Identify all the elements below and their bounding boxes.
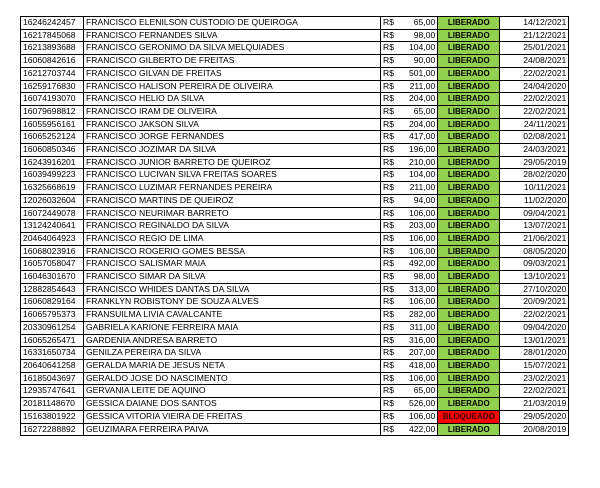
cell-currency: R$ — [381, 93, 408, 106]
table-row — [21, 410, 569, 423]
table-row — [21, 398, 569, 411]
cell-name: FRANCISCO MARTINS DE QUEIROZ — [84, 194, 381, 207]
cell-date: 22/02/2021 — [500, 93, 569, 106]
cell-currency: R$ — [381, 296, 408, 309]
table-row — [21, 245, 569, 258]
cell-date: 08/05/2020 — [500, 245, 569, 258]
cell-currency: R$ — [381, 283, 408, 296]
cell-amount: 65,00 — [407, 385, 438, 398]
cell-id: 16185043697 — [21, 372, 84, 385]
cell-name: FRANCISCO GILVAN DE FREITAS — [84, 67, 381, 80]
cell-amount: 106,00 — [407, 245, 438, 258]
cell-amount: 203,00 — [407, 220, 438, 233]
cell-amount: 210,00 — [407, 156, 438, 169]
cell-id: 16060829164 — [21, 296, 84, 309]
cell-id: 16246242457 — [21, 17, 84, 30]
cell-amount: 526,00 — [407, 398, 438, 411]
cell-name: GERALDO JOSE DO NASCIMENTO — [84, 372, 381, 385]
cell-id: 16068023916 — [21, 245, 84, 258]
cell-date: 24/11/2021 — [500, 118, 569, 131]
table-row — [21, 67, 569, 80]
cell-currency: R$ — [381, 131, 408, 144]
cell-status: LIBERADO — [438, 67, 500, 80]
cell-date: 13/07/2021 — [500, 220, 569, 233]
cell-currency: R$ — [381, 42, 408, 55]
cell-name: FRANCISCO JORGE FERNANDES — [84, 131, 381, 144]
cell-date: 24/08/2021 — [500, 55, 569, 68]
table-row — [21, 271, 569, 284]
table-row — [21, 423, 569, 436]
table-row — [21, 144, 569, 157]
cell-currency: R$ — [381, 17, 408, 30]
cell-amount: 282,00 — [407, 309, 438, 322]
cell-currency: R$ — [381, 55, 408, 68]
cell-date: 20/09/2021 — [500, 296, 569, 309]
cell-amount: 501,00 — [407, 67, 438, 80]
cell-id: 16065265471 — [21, 334, 84, 347]
cell-currency: R$ — [381, 118, 408, 131]
cell-status: LIBERADO — [438, 296, 500, 309]
cell-status: LIBERADO — [438, 131, 500, 144]
cell-status: BLOQUEADO — [438, 410, 500, 423]
cell-amount: 106,00 — [407, 372, 438, 385]
cell-date: 15/07/2021 — [500, 359, 569, 372]
cell-status: LIBERADO — [438, 156, 500, 169]
cell-amount: 65,00 — [407, 105, 438, 118]
cell-amount: 106,00 — [407, 207, 438, 220]
cell-currency: R$ — [381, 194, 408, 207]
table-row — [21, 169, 569, 182]
table-row — [21, 372, 569, 385]
cell-amount: 98,00 — [407, 271, 438, 284]
cell-id: 16055956161 — [21, 118, 84, 131]
cell-status: LIBERADO — [438, 105, 500, 118]
cell-date: 28/02/2020 — [500, 169, 569, 182]
beneficiary-table — [20, 16, 569, 436]
cell-amount: 106,00 — [407, 296, 438, 309]
cell-id: 20464064923 — [21, 232, 84, 245]
table-row — [21, 220, 569, 233]
cell-name: FRANCISCO SIMAR DA SILVA — [84, 271, 381, 284]
cell-name: FRANCISCO JUNIOR BARRETO DE QUEIROZ — [84, 156, 381, 169]
cell-currency: R$ — [381, 67, 408, 80]
cell-name: GESSICA DAIANE DOS SANTOS — [84, 398, 381, 411]
cell-currency: R$ — [381, 347, 408, 360]
cell-name: GEUZIMARA FERREIRA PAIVA — [84, 423, 381, 436]
table-row — [21, 232, 569, 245]
cell-amount: 417,00 — [407, 131, 438, 144]
cell-status: LIBERADO — [438, 207, 500, 220]
cell-date: 21/12/2021 — [500, 29, 569, 42]
cell-date: 02/08/2021 — [500, 131, 569, 144]
table-row — [21, 334, 569, 347]
cell-date: 25/01/2021 — [500, 42, 569, 55]
cell-status: LIBERADO — [438, 359, 500, 372]
cell-currency: R$ — [381, 372, 408, 385]
cell-currency: R$ — [381, 245, 408, 258]
cell-name: FRANCISCO WHIDES DANTAS DA SILVA — [84, 283, 381, 296]
cell-name: FRANCISCO HELIO DA SILVA — [84, 93, 381, 106]
cell-name: FRANCISCO LUCIVAN SILVA FREITAS SOARES — [84, 169, 381, 182]
cell-amount: 207,00 — [407, 347, 438, 360]
table-row — [21, 80, 569, 93]
cell-amount: 98,00 — [407, 29, 438, 42]
cell-date: 11/02/2020 — [500, 194, 569, 207]
cell-name: FRANCISCO REGIO DE LIMA — [84, 232, 381, 245]
cell-date: 20/08/2019 — [500, 423, 569, 436]
table-row — [21, 29, 569, 42]
cell-date: 22/02/2021 — [500, 385, 569, 398]
cell-status: LIBERADO — [438, 283, 500, 296]
cell-amount: 311,00 — [407, 321, 438, 334]
cell-id: 13124240641 — [21, 220, 84, 233]
cell-name: GERVANIA LEITE DE AQUINO — [84, 385, 381, 398]
cell-amount: 196,00 — [407, 144, 438, 157]
cell-status: LIBERADO — [438, 55, 500, 68]
cell-amount: 211,00 — [407, 80, 438, 93]
cell-id: 20640641258 — [21, 359, 84, 372]
cell-id: 20181148670 — [21, 398, 84, 411]
cell-name: FRANCISCO FERNANDES SILVA — [84, 29, 381, 42]
cell-amount: 104,00 — [407, 169, 438, 182]
table-row — [21, 283, 569, 296]
table-body — [21, 17, 569, 436]
cell-status: LIBERADO — [438, 385, 500, 398]
table-row — [21, 182, 569, 195]
cell-name: FRANCISCO JAKSON SILVA — [84, 118, 381, 131]
cell-id: 16074193070 — [21, 93, 84, 106]
cell-date: 24/03/2021 — [500, 144, 569, 157]
table-row — [21, 156, 569, 169]
cell-id: 12935747641 — [21, 385, 84, 398]
cell-currency: R$ — [381, 334, 408, 347]
cell-currency: R$ — [381, 258, 408, 271]
cell-id: 16212703744 — [21, 67, 84, 80]
cell-name: FRANKLYN ROBISTONY DE SOUZA ALVES — [84, 296, 381, 309]
cell-id: 16060850346 — [21, 144, 84, 157]
table-row — [21, 296, 569, 309]
cell-date: 22/02/2021 — [500, 105, 569, 118]
table-row — [21, 321, 569, 334]
cell-id: 16065252124 — [21, 131, 84, 144]
cell-currency: R$ — [381, 423, 408, 436]
cell-currency: R$ — [381, 410, 408, 423]
cell-name: FRANCISCO GILBERTO DE FREITAS — [84, 55, 381, 68]
cell-id: 12026032604 — [21, 194, 84, 207]
cell-id: 16072449078 — [21, 207, 84, 220]
table-row — [21, 131, 569, 144]
cell-date: 23/02/2021 — [500, 372, 569, 385]
table-row — [21, 17, 569, 30]
cell-id: 15163801922 — [21, 410, 84, 423]
cell-currency: R$ — [381, 359, 408, 372]
cell-status: LIBERADO — [438, 271, 500, 284]
table-row — [21, 258, 569, 271]
cell-name: FRANCISCO IRAM DE OLIVEIRA — [84, 105, 381, 118]
cell-name: GERALDA MARIA DE JESUS NETA — [84, 359, 381, 372]
cell-status: LIBERADO — [438, 220, 500, 233]
cell-currency: R$ — [381, 169, 408, 182]
cell-currency: R$ — [381, 144, 408, 157]
cell-status: LIBERADO — [438, 194, 500, 207]
cell-name: FRANSUILMA LIVIA CAVALCANTE — [84, 309, 381, 322]
cell-status: LIBERADO — [438, 144, 500, 157]
cell-date: 14/12/2021 — [500, 17, 569, 30]
cell-amount: 492,00 — [407, 258, 438, 271]
cell-date: 22/02/2021 — [500, 309, 569, 322]
cell-date: 28/01/2020 — [500, 347, 569, 360]
table-row — [21, 359, 569, 372]
cell-name: GABRIELA KARIONE FERREIRA MAIA — [84, 321, 381, 334]
cell-id: 16325668619 — [21, 182, 84, 195]
cell-name: FRANCISCO JOZIMAR DA SILVA — [84, 144, 381, 157]
cell-status: LIBERADO — [438, 182, 500, 195]
cell-currency: R$ — [381, 220, 408, 233]
cell-date: 10/11/2021 — [500, 182, 569, 195]
cell-status: LIBERADO — [438, 29, 500, 42]
cell-currency: R$ — [381, 321, 408, 334]
cell-amount: 65,00 — [407, 17, 438, 30]
cell-id: 16057058047 — [21, 258, 84, 271]
cell-name: FRANCISCO NEURIMAR BARRETO — [84, 207, 381, 220]
cell-status: LIBERADO — [438, 309, 500, 322]
cell-status: LIBERADO — [438, 93, 500, 106]
cell-id: 16060842616 — [21, 55, 84, 68]
cell-currency: R$ — [381, 232, 408, 245]
cell-name: FRANCISCO LUZIMAR FERNANDES PEREIRA — [84, 182, 381, 195]
cell-status: LIBERADO — [438, 321, 500, 334]
cell-date: 09/04/2021 — [500, 207, 569, 220]
cell-currency: R$ — [381, 207, 408, 220]
cell-status: LIBERADO — [438, 372, 500, 385]
cell-amount: 106,00 — [407, 410, 438, 423]
cell-amount: 211,00 — [407, 182, 438, 195]
cell-date: 21/03/2019 — [500, 398, 569, 411]
cell-name: FRANCISCO ELENILSON CUSTODIO DE QUEIROGA — [84, 17, 381, 30]
table-row — [21, 347, 569, 360]
table-row — [21, 385, 569, 398]
cell-id: 16065795373 — [21, 309, 84, 322]
cell-name: FRANCISCO ROGERIO GOMES BESSA — [84, 245, 381, 258]
cell-currency: R$ — [381, 271, 408, 284]
cell-id: 20330961254 — [21, 321, 84, 334]
cell-id: 16243916201 — [21, 156, 84, 169]
cell-date: 13/01/2021 — [500, 334, 569, 347]
cell-id: 16217845068 — [21, 29, 84, 42]
cell-date: 29/05/2019 — [500, 156, 569, 169]
cell-status: LIBERADO — [438, 398, 500, 411]
cell-date: 22/02/2021 — [500, 67, 569, 80]
cell-id: 12882854643 — [21, 283, 84, 296]
cell-date: 09/04/2020 — [500, 321, 569, 334]
cell-date: 24/04/2020 — [500, 80, 569, 93]
cell-date: 21/06/2021 — [500, 232, 569, 245]
cell-amount: 90,00 — [407, 55, 438, 68]
cell-amount: 94,00 — [407, 194, 438, 207]
cell-status: LIBERADO — [438, 423, 500, 436]
cell-id: 16331650734 — [21, 347, 84, 360]
cell-currency: R$ — [381, 156, 408, 169]
cell-amount: 418,00 — [407, 359, 438, 372]
table-row — [21, 55, 569, 68]
cell-status: LIBERADO — [438, 258, 500, 271]
cell-currency: R$ — [381, 105, 408, 118]
table-row — [21, 309, 569, 322]
cell-amount: 204,00 — [407, 93, 438, 106]
cell-name: GARDENIA ANDRESA BARRETO — [84, 334, 381, 347]
table-row — [21, 118, 569, 131]
cell-currency: R$ — [381, 182, 408, 195]
cell-currency: R$ — [381, 80, 408, 93]
cell-amount: 422,00 — [407, 423, 438, 436]
cell-id: 16079698812 — [21, 105, 84, 118]
cell-currency: R$ — [381, 309, 408, 322]
cell-id: 16213893688 — [21, 42, 84, 55]
cell-amount: 204,00 — [407, 118, 438, 131]
cell-status: LIBERADO — [438, 232, 500, 245]
cell-amount: 316,00 — [407, 334, 438, 347]
cell-name: FRANCISCO GERONIMO DA SILVA MELQUIADES — [84, 42, 381, 55]
cell-name: GESSICA VITORIA VIEIRA DE FREITAS — [84, 410, 381, 423]
cell-currency: R$ — [381, 398, 408, 411]
table-row — [21, 93, 569, 106]
cell-name: FRANCISCO SALISMAR MAIA — [84, 258, 381, 271]
cell-amount: 104,00 — [407, 42, 438, 55]
cell-currency: R$ — [381, 385, 408, 398]
cell-date: 09/03/2021 — [500, 258, 569, 271]
cell-id: 16272288892 — [21, 423, 84, 436]
cell-status: LIBERADO — [438, 347, 500, 360]
cell-status: LIBERADO — [438, 80, 500, 93]
cell-id: 16259176830 — [21, 80, 84, 93]
cell-name: FRANCISCO REGINALDO DA SILVA — [84, 220, 381, 233]
cell-date: 13/10/2021 — [500, 271, 569, 284]
cell-name: FRANCISCO HALISON PEREIRA DE OLIVEIRA — [84, 80, 381, 93]
table-row — [21, 207, 569, 220]
cell-id: 16039499223 — [21, 169, 84, 182]
table-row — [21, 194, 569, 207]
table-row — [21, 105, 569, 118]
cell-status: LIBERADO — [438, 118, 500, 131]
cell-date: 27/10/2020 — [500, 283, 569, 296]
cell-status: LIBERADO — [438, 17, 500, 30]
cell-status: LIBERADO — [438, 42, 500, 55]
table-row — [21, 42, 569, 55]
cell-status: LIBERADO — [438, 169, 500, 182]
cell-id: 16046301670 — [21, 271, 84, 284]
cell-status: LIBERADO — [438, 334, 500, 347]
cell-status: LIBERADO — [438, 245, 500, 258]
cell-currency: R$ — [381, 29, 408, 42]
cell-date: 29/05/2020 — [500, 410, 569, 423]
cell-amount: 106,00 — [407, 232, 438, 245]
cell-name: GENILZA PEREIRA DA SILVA — [84, 347, 381, 360]
cell-amount: 313,00 — [407, 283, 438, 296]
